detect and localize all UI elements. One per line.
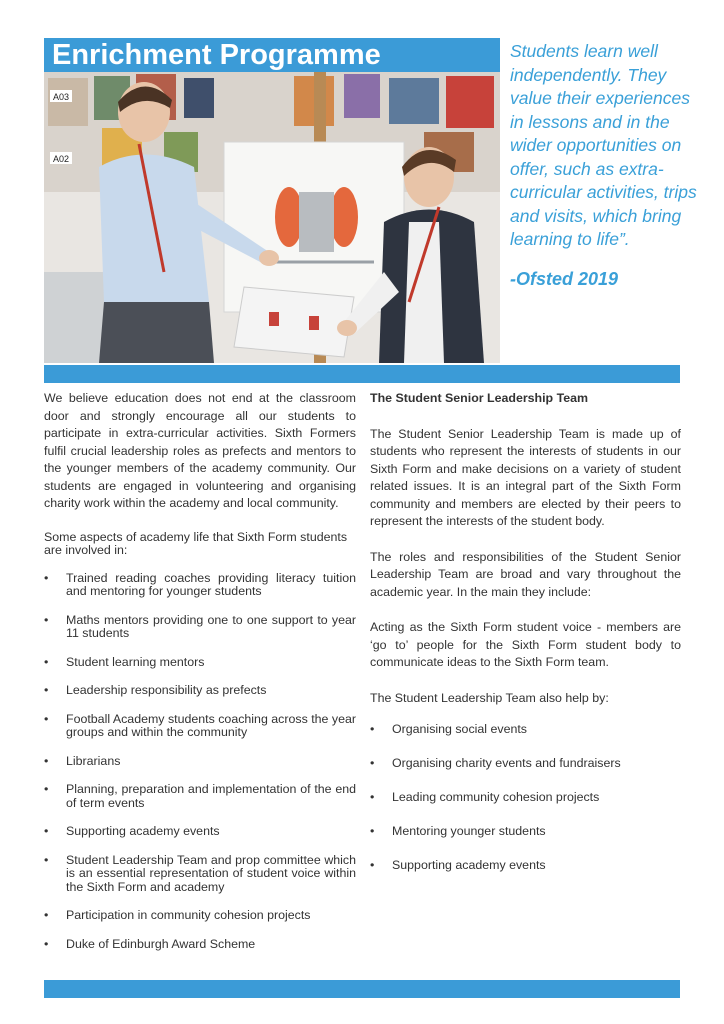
list-item: • Supporting academy events xyxy=(44,824,220,838)
hero-photo xyxy=(44,72,500,363)
bullet-icon: • xyxy=(44,753,49,768)
help-list xyxy=(370,721,681,875)
list-item: • Mentoring younger students xyxy=(370,823,681,841)
bullet-icon: • xyxy=(370,858,375,872)
room-sign-a03: A03 xyxy=(53,92,70,102)
list-item: • Trained reading coaches providing literacy tuition and mentoring for younger students xyxy=(44,570,356,598)
list-item: • Supporting academy events xyxy=(370,857,681,875)
list-item: • Organising charity events and fundraisers xyxy=(370,755,681,773)
divider-band-top xyxy=(44,365,680,383)
room-sign-a02: A02 xyxy=(53,154,70,164)
list-item: • Leadership responsibility as prefects xyxy=(44,683,267,697)
paragraph-2: The roles and responsibilities of the Student Senior Leadership Team are broad and vary throughout the academic year. In the main they include: xyxy=(370,549,681,599)
bullet-icon: • xyxy=(44,852,49,867)
bullet-icon: • xyxy=(44,570,49,585)
bullet-icon: • xyxy=(44,711,49,726)
bullet-icon: • xyxy=(44,908,49,922)
paragraph-1: The Student Senior Leadership Team is made up of students who represent the interests of students in our Sixth Form and make decisions on a variety of student related issues. It is an integral part of the Sixth Form community and members are elected by their peers to represent the interests of the student body. xyxy=(370,426,681,528)
list-item: • Duke of Edinburgh Award Scheme xyxy=(44,936,256,951)
divider-band-bottom xyxy=(44,980,680,998)
list-item: • Student learning mentors xyxy=(44,654,205,669)
page-title: Enrichment Programme xyxy=(52,39,381,71)
bullet-icon: • xyxy=(370,824,375,838)
quote-text: Students learn well independently. They value their experiences in lessons and in the wider opportunities on offer, such as extra-curricular activities, trips and visits, which bring learning to life”. xyxy=(510,41,697,249)
right-column xyxy=(370,390,681,875)
activities-list xyxy=(44,572,356,952)
title-bar xyxy=(44,38,500,72)
bullet-icon: • xyxy=(44,683,49,697)
list-item: • Participation in community cohesion projects xyxy=(44,908,311,922)
bullet-icon: • xyxy=(44,936,49,951)
quote-attribution: -Ofsted 2019 xyxy=(510,268,619,289)
list-item: • Librarians xyxy=(44,753,121,768)
bullet-icon: • xyxy=(370,722,375,736)
list-intro: Some aspects of academy life that Sixth Form students are involved in: xyxy=(44,529,348,557)
section-heading: The Student Senior Leadership Team xyxy=(370,391,589,405)
bullet-icon: • xyxy=(44,782,49,796)
left-column xyxy=(44,390,356,951)
bullet-icon: • xyxy=(370,790,375,804)
bullet-icon: • xyxy=(44,824,49,838)
list-item: • Leading community cohesion projects xyxy=(370,789,681,807)
paragraph-3: Acting as the Sixth Form student voice - members are ‘go to’ people for the Sixth Form student body to communicate ideas to the Sixth Form team. xyxy=(370,620,681,669)
list-item: • Football Academy students coaching across the year groups and within the community xyxy=(44,711,356,739)
list-item: • Student Leadership Team and prop committee which is an essential representation of student voice within the Sixth Form and academy xyxy=(44,852,356,894)
list-item: • Maths mentors providing one to one support to year 11 students xyxy=(44,612,356,640)
classroom-illustration xyxy=(44,72,500,363)
ofsted-quote xyxy=(510,40,700,291)
intro-paragraph: We believe education does not end at the classroom door and strongly encourage all our students to participate in extra-curricular activities. Sixth Formers fulfil crucial leadership roles as prefects and mentors to the younger members of the academy community. Our students are engaged in volunteering and organising charity work within the academy and local community. xyxy=(44,391,356,510)
bullet-icon: • xyxy=(370,756,375,770)
paragraph-4: The Student Leadership Team also help by: xyxy=(370,690,609,705)
bullet-icon: • xyxy=(44,612,49,627)
list-item: • Organising social events xyxy=(370,721,681,739)
bullet-icon: • xyxy=(44,654,49,669)
list-item: • Planning, preparation and implementation of the end of term events xyxy=(44,782,356,810)
